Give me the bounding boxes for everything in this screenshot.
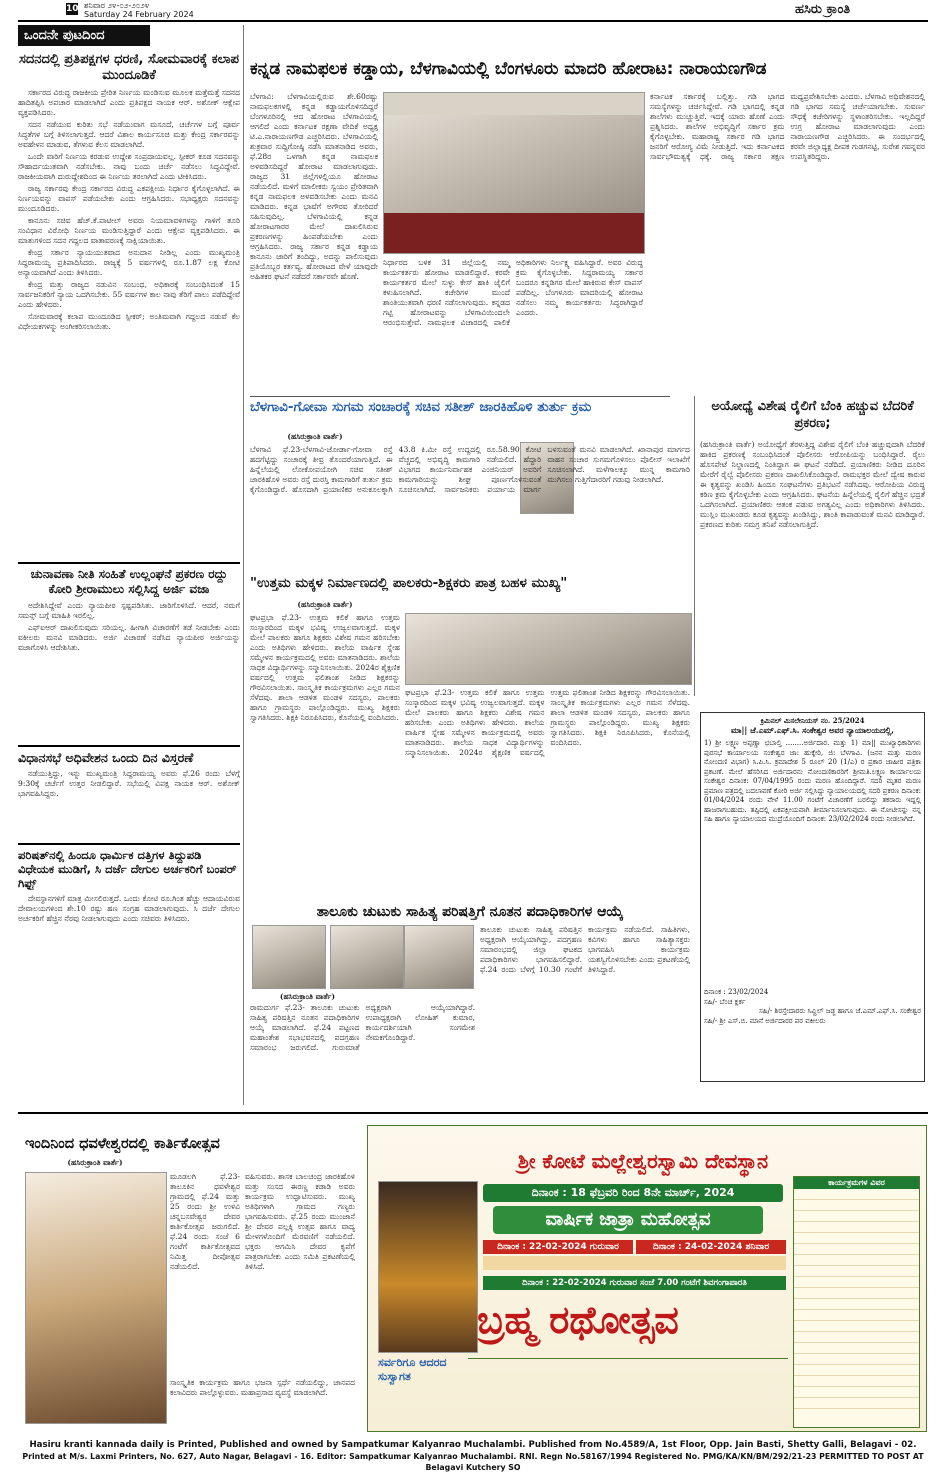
story-f-body3: ಸಾಂಸ್ಕೃತಿಕ ಕಾರ್ಯಕ್ರಮ ಹಾಗೂ ಭಜನಾ ಸ್ಪರ್ಧೆ ನಡೆಯಲಿದ್ದು, ಜಾನಪದ ಕಲಾವಿದರು ಪಾಲ್ಗೊಳ್ಳುವರು. ಮಹಾಪ್ರಸಾದ ವ್ಯವಸ್ಥೆ ಮಾಡಲಾಗಿದೆ. bbox=[170, 1378, 355, 1397]
ad-schedule-head: ಕಾರ್ಯಕ್ರಮಗಳ ವಿವರ bbox=[794, 1177, 919, 1189]
story2-para: ಅದೇಶಿಸಿದ್ದೇವೆ ಎಂದು ನ್ಯಾಯಪೀಠ ಸ್ಪಷ್ಟಪಡಿಸಿತು. ಜಾರಿಗೊಳಿಸಿದೆ. ಆದರೆ, ನಮಗೆ ಸಮನ್ಸ್ ಬಗ್ಗೆ ಮಾಹಿತಿ ಇರಲಿಲ್ಲ. bbox=[18, 601, 240, 620]
ad-schedule-lines bbox=[794, 1189, 919, 1419]
story-e-byline: (ಹಸಿರುಕ್ರಾಂತಿ ವಾರ್ತೆ) bbox=[279, 992, 336, 1001]
legal-notice bbox=[700, 712, 925, 1082]
ad-day1: ದಿನಾಂಕ : 22-02-2024 ಗುರುವಾರ bbox=[483, 1240, 633, 1254]
legal-date: ದಿನಾಂಕ : 23/02/2024 bbox=[704, 988, 769, 996]
legal-body: 1) ಶ್ರೀ ಲಕ್ಷ್ಮಣ ಅಪ್ಪಣ್ಣಾ ಛಬಾಲ್ತಿ ........ಅರ್ಜಿದಾರ. ಮತ್ತು 1) ಮಾ|| ಮುಖ್ಯಾಧಿಕಾರಿಗಳು ಪುರಸಭೆ ಕಾರ್ಯಾಲಯ ಸಂಕೇಶ್ವರ ಜಾ: ಹುಕ್ಕೇರಿ, ಜಿ: ಬೆಳಗಾವಿ. (ಜನನ ಮತ್ತು ಮರಣ ನೋಂದಣಿ ವಿಭಾಗ) ಸಿ.ಪಿ.ಸಿ. ಕ್ರಮಾದೇಶ 5 ರೂಲ್ 20 (1/ಎ) ರ ಪ್ರಕಾರ ಜಾಹೀರ ಪತ್ರಿಕಾ ಪ್ರಕಟಣೆ. ಮೇಲೆ ಹೆಸರಿಸಿದ ಅರ್ಜಿದಾರನು ನೋಂದಣಿಕಾರರಿಗೆ ಶ್ರೀಮತಿ.ಲಕ್ಷ್ಮಣ ಕಾರ್ಯಾಲಯ ಸಂಕೇಶ್ವರ ದಿನಾಂಕ: 07/04/1995 ರಂದು ಮರಣ ಹೊಂದಿದ್ದಾರೆ. ಸದರಿ ಮೃತರ ಮರಣ ಪ್ರಮಾಣ ಪತ್ರದಲ್ಲಿ ಬದಲಾವಣೆ ಕೋರಿ ಅರ್ಜಿ ಸಲ್ಲಿಸಿದ್ದು ನ್ಯಾಯಾಲಯದಲ್ಲಿ ಸದರಿ ಪ್ರಕರಣ ದಿನಾಂಕ: 01/04/2024 ರಂದು ವೇಳೆ 11.00 ಗಂಟೆಗೆ ವಿಚಾರಣೆಗೆ ಬರಲಿದ್ದು ತಕರಾರು ಇದ್ದಲ್ಲಿ ಹಾಜರಾಗಬಹುದು. ತಪ್ಪಿದಲ್ಲಿ ಏಕಪಕ್ಷೀಯವಾಗಿ ತೀರ್ಮಾನಿಸಲಾಗುವುದು. ಈ ನೋಟೀಸನ್ನು ನನ್ನ ಸಹಿ ಹಾಗೂ ನ್ಯಾಯಾಲಯದ ಮುದ್ರೆಯೊಂದಿಗೆ ದಿನಾಂಕ: 23/02/2024 ರಂದು ನೀಡಲಾಗಿದೆ. bbox=[704, 739, 921, 823]
lead-body-col3: ಕರ್ನಾಟಕ ಸರ್ಕಾರಕ್ಕೆ ಬಲ್ಲಿತ್ತು. ಗಡಿ ಭಾಗದ ಸಮಸ್ಯೆಗಳನ್ನು ಚರ್ಚಿಸಿದ್ದೇವೆ. ಗಡಿ ಭಾಗದಲ್ಲಿ ಕನ್ನಡ ಶಾಲೆಗಳು ಮುಚ್ಚುತ್ತಿವೆ. ಇದಕ್ಕೆ ಯಾರು ಹೊಣೆ ಎಂದು ಪ್ರಶ್ನಿಸಿದರು. ಶಾಲೆಗಳ ಅಭಿವೃದ್ಧಿಗೆ ಸರ್ಕಾರ ಕ್ರಮ ಕೈಗೊಳ್ಳಬೇಕು. ಮಹಾರಾಷ್ಟ್ರ ಸರ್ಕಾರ ಗಡಿ ಭಾಗದ ಜನರಿಗೆ ಆರೋಗ್ಯ ವಿಮೆ ನೀಡುತ್ತಿದೆ. ಇದು ಕರ್ನಾಟಕದ ಸಾರ್ವಭೌಮತ್ವಕ್ಕೆ ಧಕ್ಕೆ. ರಾಜ್ಯ ಸರ್ಕಾರ ತಕ್ಷಣ ಮಧ್ಯಪ್ರವೇಶಿಸಬೇಕು ಎಂದರು. ಬೆಳಗಾವಿ ಅಧಿವೇಶನದಲ್ಲಿ ಗಡಿ ಭಾಗದ ಸಮಸ್ಯೆ ಚರ್ಚೆಯಾಗಬೇಕು. ಸುವರ್ಣ ಸೌಧಕ್ಕೆ ಕಚೇರಿಗಳನ್ನು ಸ್ಥಳಾಂತರಿಸಬೇಕು. ಇಲ್ಲದಿದ್ದರೆ ಉಗ್ರ ಹೋರಾಟ ಮಾಡಲಾಗುವುದು ಎಂದು ನಾರಾಯಣಗೌಡ ಎಚ್ಚರಿಸಿದರು. ಈ ಸಂದರ್ಭದಲ್ಲಿ ಕರವೇ ಜಿಲ್ಲಾಧ್ಯಕ್ಷ ದೀಪಕ ಗುಡಗನಟ್ಟಿ, ಸುರೇಶ ಗವನ್ನವರ ಉಪಸ್ಥಿತರಿದ್ದರು. bbox=[650, 92, 925, 161]
story-d-body-cont bbox=[405, 688, 690, 808]
story3-headline: ವಿಧಾನಸಭೆ ಅಧಿವೇಶನ ಒಂದು ದಿನ ವಿಸ್ತರಣೆ bbox=[18, 745, 240, 765]
issue-date bbox=[84, 1, 194, 19]
story-c-headline: ಅಯೋಧ್ಯೆ ವಿಶೇಷ ರೈಲಿಗೆ ಬೆಂಕಿ ಹಚ್ಚುವ ಬೆದರಿಕೆ ಪ್ರಕರಣ; bbox=[711, 399, 914, 431]
bottom-rule bbox=[18, 1112, 928, 1114]
story-d-body: ಘಟಪ್ರಭಾ ಫೆ.23- ಉತ್ತಮ ಕಲಿಕೆ ಹಾಗೂ ಉತ್ತಮ ಸಂಸ್ಕಾರದಿಂದ ಮಕ್ಕಳ ಭವಿಷ್ಯ ಉಜ್ವಲವಾಗುತ್ತದೆ. ಮಕ್ಕಳ ಮೇಲೆ ಪಾಲಕರು ಹಾಗೂ ಶಿಕ್ಷಕರು ವಿಶೇಷ ಗಮನ ಹರಿಸಬೇಕು ಎಂದು ಅತಿಥಿಗಳು ಹೇಳಿದರು. ಶಾಲೆಯ ವಾರ್ಷಿಕ ಸ್ನೇಹ ಸಮ್ಮೇಳನ ಕಾರ್ಯಕ್ರಮದಲ್ಲಿ ಅವರು ಮಾತನಾಡಿದರು. ಶಾಲೆಯ ಸಾಧಕ ವಿದ್ಯಾರ್ಥಿಗಳನ್ನು ಸನ್ಮಾನಿಸಲಾಯಿತು. 2024ರ ಶೈಕ್ಷಣಿಕ ವರ್ಷದಲ್ಲಿ ಉತ್ತಮ ಫಲಿತಾಂಶ ನೀಡಿದ ಶಿಕ್ಷಕರನ್ನು ಗೌರವಿಸಲಾಯಿತು. ಸಾಂಸ್ಕೃತಿಕ ಕಾರ್ಯಕ್ರಮಗಳು ಎಲ್ಲರ ಗಮನ ಸೆಳೆದವು. ಶಾಲಾ ಆಡಳಿತ ಮಂಡಳಿ ಸದಸ್ಯರು, ಪಾಲಕರು ಹಾಗೂ ಗ್ರಾಮಸ್ಥರು ಪಾಲ್ಗೊಂಡಿದ್ದರು. ಮುಖ್ಯ ಶಿಕ್ಷಕರು ಸ್ವಾಗತಿಸಿದರು. ಶಿಕ್ಷಕಿ ನಿರೂಪಿಸಿದರು, ಕೊನೆಯಲ್ಲಿ ವಂದಿಸಿದರು. bbox=[250, 613, 400, 722]
lead-photo bbox=[383, 92, 645, 254]
imprint-footer bbox=[18, 1440, 928, 1473]
ad-day-details bbox=[483, 1256, 786, 1270]
story-f-body1: ಮೂಡಲಗಿ ಫೆ.23- ತಾಲೂಕಿನ ಧವಳೇಶ್ವರ ಗ್ರಾಮದಲ್ಲಿ ಫೆ.24 ಮತ್ತು 25 ರಂದು ಶ್ರೀ ಉಳವಿ ಚನ್ನಬಸವೇಶ್ವರ ದೇವರ ಕಾರ್ತಿಕೋತ್ಸವ ಜರುಗಲಿದೆ. ಫೆ.24 ರಂದು ಸಂಜೆ 6 ಗಂಟೆಗೆ ಕಾರ್ತಿಕೋತ್ಸವದ ನಿಮಿತ್ತ ದೀಪೋತ್ಸವ ನಡೆಯಲಿದೆ. bbox=[170, 1172, 240, 1271]
story1-body bbox=[18, 88, 240, 558]
imprint-line-2: Printed at M/s. Laxmi Printers, No. 627, Auto Nagar, Belagavi - 16. Editor: Sampatkumar Kalyanrao Muchalambi. RNI. Regn No.58167/1994 Registered No. PMG/KA/KN/BM/292/21-23 PERMITTED TO POST AT Belagavi Kutchery SO bbox=[22, 1452, 924, 1472]
ad-big-title: ಬ್ರಹ್ಮ ರಥೋತ್ಸವ bbox=[477, 1297, 679, 1342]
story-b-rule bbox=[250, 396, 670, 397]
temple-advertisement bbox=[367, 1125, 927, 1432]
legal-court: ಮಾ|| ಜೆ.ಎಮ್.ಎಫ್.ಸಿ. ಸಂಕೇಶ್ವರ ಅವರ ನ್ಯಾಯಾಲಯದಲ್ಲಿ, bbox=[731, 724, 894, 735]
ad-date-line: ದಿನಾಂಕ : 18 ಫೆಬ್ರವರಿ ರಿಂದ 8ನೇ ಮಾರ್ಚ್, 2024 bbox=[483, 1184, 783, 1202]
lead-photo-banner bbox=[384, 93, 644, 115]
ad-schedule bbox=[793, 1176, 920, 1428]
story-c-body: (ಹಸಿರುಕ್ರಾಂತಿ ವಾರ್ತೆ) ಅಯೋಧ್ಯೆಗೆ ತೆರಳುತ್ತಿದ್ದ ವಿಶೇಷ ರೈಲಿಗೆ ಬೆಂಕಿ ಹಚ್ಚುವುದಾಗಿ ಬೆದರಿಕೆ ಹಾಕಿದ ಪ್ರಕರಣಕ್ಕೆ ಸಂಬಂಧಿಸಿದಂತೆ ಪೊಲೀಸರು ಆರೋಪಿಯನ್ನು ಬಂಧಿಸಿದ್ದಾರೆ. ರೈಲು ಹೊಸಪೇಟೆ ನಿಲ್ದಾಣದಲ್ಲಿ ನಿಂತಿದ್ದಾಗ ಈ ಘಟನೆ ನಡೆದಿದೆ. ಪ್ರಯಾಣಿಕರು ನೀಡಿದ ದೂರಿನ ಮೇರೆಗೆ ರೈಲ್ವೆ ಪೊಲೀಸರು ಪ್ರಕರಣ ದಾಖಲಿಸಿಕೊಂಡಿದ್ದಾರೆ. ರಾಮಭಕ್ತರ ಮೇಲೆ ದ್ವೇಷ ಕಾರುವ ಈ ಕೃತ್ಯವನ್ನು ಖಂಡಿಸಿ ಹಿಂದೂ ಸಂಘಟನೆಗಳು ಪ್ರತಿಭಟನೆ ನಡೆಸಿದವು. ಆರೋಪಿಯ ವಿರುದ್ಧ ಕಠಿಣ ಕ್ರಮ ಕೈಗೊಳ್ಳಬೇಕು ಎಂದು ಆಗ್ರಹಿಸಿದರು. ಘಟನೆಯ ಹಿನ್ನೆಲೆಯಲ್ಲಿ ರೈಲಿಗೆ ಹೆಚ್ಚಿನ ಭದ್ರತೆ ಒದಗಿಸಲಾಗಿದೆ. ಪ್ರಯಾಣಿಕರು ಆತಂಕ ಪಡುವ ಅಗತ್ಯವಿಲ್ಲ ಎಂದು ಅಧಿಕಾರಿಗಳು ತಿಳಿಸಿದರು. ಮುಸ್ಲಿಂ ಮುಖಂಡರು ಕೂಡ ಕೃತ್ಯವನ್ನು ಖಂಡಿಸಿದ್ದು, ಶಾಂತಿ ಕಾಪಾಡುವಂತೆ ಮನವಿ ಮಾಡಿದ್ದಾರೆ. ಪ್ರಕರಣದ ಕುರಿತು ಸಮಗ್ರ ತನಿಖೆ ನಡೆಸಲಾಗುತ್ತಿದೆ. bbox=[700, 440, 925, 529]
person-photo-1 bbox=[252, 925, 326, 989]
story1-para: ರಾಜ್ಯ ಸರ್ಕಾರವು ಕೇಂದ್ರ ಸರ್ಕಾರದ ವಿರುದ್ಧ ಎಕಪಕ್ಷೀಯ ನಿರ್ಧಾರ ಕೈಗೊಳ್ಳಲಾಗಿದೆ. ಈ ನಿರ್ಣಯವನ್ನು ವಾಪಸ್ ಪಡೆಯಬೇಕು ಎಂದು ಆಗ್ರಹಿಸಿದರು. ಸಭಾಧ್ಯಕ್ಷರು ಸದನವನ್ನು ಮುಂದೂಡಿದರು. bbox=[18, 184, 240, 213]
section-label: ಒಂದನೇ ಪುಟದಿಂದ bbox=[18, 25, 150, 46]
story-d-photo bbox=[405, 613, 692, 685]
lead-headline: ಕನ್ನಡ ನಾಮಫಲಕ ಕಡ್ಡಾಯ, ಬೆಳಗಾವಿಯಲ್ಲಿ ಬೆಂಗಳೂರು ಮಾದರಿ ಹೋರಾಟ: ನಾರಾಯಣಗೌಡ bbox=[250, 59, 767, 79]
story1-para: ಕೇಂದ್ರ ಮತ್ತು ರಾಜ್ಯದ ನಡುವಿನ ಸಂಬಂಧ, ಅಧಿಕಾರಕ್ಕೆ ಸಂಬಂಧಿಸಿದಂತೆ 15 ಸಾರ್ವಜನಿಕರಿಗೆ ನ್ಯಾಯ ಒದಗಿಸಬೇಕು. 55 ವರ್ಷಗಳ ಕಾಲ ನಾವು ತೆರಿಗೆ ಪಾಲು ಪಡೆದಿದ್ದೇವೆ ಎಂದು ಹೇಳಿದರು. bbox=[18, 280, 240, 309]
ad-day2: ದಿನಾಂಕ : 24-02-2024 ಶನಿವಾರ bbox=[636, 1240, 786, 1254]
page-number: 10 bbox=[66, 4, 79, 14]
ad-day3: ದಿನಾಂಕ : 22-02-2024 ಗುರುವಾರ ಸಂಜೆ 7.00 ಗಂಟೆಗೆ ಶಿವಗಂಗಾಪಾರತಿ bbox=[483, 1276, 786, 1290]
issue-date-kannada: ಶನಿವಾರ ೨೪-೦೨-೨೦೨೪ bbox=[84, 1, 150, 10]
story1-para: ಸರ್ಕಾರದ ವಿರುದ್ಧ ರಾಜಕೀಯ ಪ್ರೇರಿತ ನಿರ್ಣಯ ಮಂಡಿಸುವ ಮೂಲಕ ಮತ್ತೆಮತ್ತೆ ಸದನದ ಹಾದಿತಪ್ಪಿಸಿ ಅಪಚಾರ ಮಾಡಲಾಗಿದೆ ಎಂದು ಪ್ರತಿಪಕ್ಷದ ನಾಯಕ ಆರ್. ಅಶೋಕ್ ಆಕ್ಷೇಪ ವ್ಯಕ್ತಪಡಿಸಿದರು. bbox=[18, 88, 240, 117]
story-d-headline: "ಉತ್ತಮ ಮಕ್ಕಳ ನಿರ್ಮಾಣದಲ್ಲಿ ಪಾಲಕರು-ಶಿಕ್ಷಕರು ಪಾತ್ರ ಬಹಳ ಮುಖ್ಯ" bbox=[250, 575, 568, 591]
person-photo-3 bbox=[404, 925, 474, 989]
story2-headline: ಚುನಾವಣಾ ನೀತಿ ಸಂಹಿತೆ ಉಲ್ಲಂಘನೆ ಪ್ರಕರಣ ರದ್ದು ಕೋರಿ ಶ್ರೀರಾಮುಲು ಸಲ್ಲಿಸಿದ್ದ ಅರ್ಜಿ ವಜಾ bbox=[18, 562, 240, 597]
story1-para: ಸದನ ನಡೆಯುವ ಕುರಿತು ಸಭೆ ನಡೆಯುವಾಗ ಮಸೂದೆ, ಚರ್ಚೆಗಳ ಬಗ್ಗೆ ಪೂರ್ವ ಸಿದ್ಧತೆಗಳ ಬಗ್ಗೆ ತಿಳಿಸಲಾಗುತ್ತದೆ. ಆದರೆ ವಿಶಾಲ ಕಾರ್ಯಸೂಚಿ ಮತ್ತು ಕೇಂದ್ರ ಸರ್ಕಾರವನ್ನು ಅವಹೇಳನ ಮಾಡುವ, ತೆಗಳುವ ಕೆಲಸ ಮಾಡಲಾಗಿದೆ. bbox=[18, 120, 240, 149]
ad-top-line: ಶ್ರೀ ಕೋಟೆ ಮಲ್ಲೇಶ್ವರಸ್ವಾಮಿ ದೇವಸ್ಥಾನ bbox=[517, 1149, 769, 1173]
lead-body-col1: ಬೆಳಗಾವಿ: ಬೆಳಗಾವಿಯಲ್ಲಿರುವ ಶೇ.60ರಷ್ಟು ನಾಮಫಲಕಗಳಲ್ಲಿ ಕನ್ನಡ ಕಡ್ಡಾಯಗೊಳಿಸದಿದ್ದರೆ ಬೆಂಗಳೂರಿನಲ್ಲಿ ಆದ ಹೋರಾಟ ಬೆಳಗಾವಿಯಲ್ಲಿ ಆಗಲಿದೆ ಎಂದು ಕರ್ನಾಟಕ ರಕ್ಷಣಾ ವೇದಿಕೆ ಅಧ್ಯಕ್ಷ ಟಿ.ಎ.ನಾರಾಯಣಗೌಡ ಎಚ್ಚರಿಸಿದರು. ಬೆಳಗಾವಿಯಲ್ಲಿ ಶುಕ್ರವಾರ ಸುದ್ದಿಗೋಷ್ಠಿ ನಡೆಸಿ ಮಾತನಾಡಿದ ಅವರು, ಫೆ.28ರ ಒಳಗಾಗಿ ಕನ್ನಡ ನಾಮಫಲಕ ಅಳವಡಿಸದಿದ್ದರೆ ಹೋರಾಟ ಮಾಡಲಾಗುವುದು. ರಾಜ್ಯದ 31 ಜಿಲ್ಲೆಗಳಲ್ಲಿಯೂ ಹೋರಾಟ ನಡೆಯಲಿದೆ. ಮಳಿಗೆ ಮಾಲೀಕರು ಸ್ವಯಂ ಪ್ರೇರಿತವಾಗಿ ಕನ್ನಡ ನಾಮಫಲಕ ಅಳವಡಿಸಬೇಕು ಎಂದು ಮನವಿ ಮಾಡಿದರು. ಕನ್ನಡ ಭಾಷೆಗೆ ಅಗೌರವ ತೋರಿದರೆ ಸಹಿಸುವುದಿಲ್ಲ. ಬೆಳಗಾವಿಯಲ್ಲಿ ಕನ್ನಡ ಹೋರಾಟಗಾರರ ಮೇಲೆ ದಾಖಲಿಸಿರುವ ಪ್ರಕರಣಗಳನ್ನು ಹಿಂಪಡೆಯಬೇಕು ಎಂದು ಆಗ್ರಹಿಸಿದರು. ರಾಜ್ಯ ಸರ್ಕಾರ ಕನ್ನಡ ಕಡ್ಡಾಯ ಕಾನೂನು ಜಾರಿಗೆ ತಂದಿದ್ದು, ಅದನ್ನು ಪಾಲಿಸುವುದು ಪ್ರತಿಯೊಬ್ಬರ ಕರ್ತವ್ಯ. ಹೋರಾಟದ ವೇಳೆ ಯಾವುದೇ ಅಹಿತಕರ ಘಟನೆ ನಡೆದರೆ ಸರ್ಕಾರವೇ ಹೊಣೆ. bbox=[250, 92, 378, 281]
story-d-body-cont-text: ಘಟಪ್ರಭಾ ಫೆ.23- ಉತ್ತಮ ಕಲಿಕೆ ಹಾಗೂ ಉತ್ತಮ ಸಂಸ್ಕಾರದಿಂದ ಮಕ್ಕಳ ಭವಿಷ್ಯ ಉಜ್ವಲವಾಗುತ್ತದೆ. ಮಕ್ಕಳ ಮೇಲೆ ಪಾಲಕರು ಹಾಗೂ ಶಿಕ್ಷಕರು ವಿಶೇಷ ಗಮನ ಹರಿಸಬೇಕು ಎಂದು ಅತಿಥಿಗಳು ಹೇಳಿದರು. ಶಾಲೆಯ ವಾರ್ಷಿಕ ಸ್ನೇಹ ಸಮ್ಮೇಳನ ಕಾರ್ಯಕ್ರಮದಲ್ಲಿ ಅವರು ಮಾತನಾಡಿದರು. ಶಾಲೆಯ ಸಾಧಕ ವಿದ್ಯಾರ್ಥಿಗಳನ್ನು ಸನ್ಮಾನಿಸಲಾಯಿತು. 2024ರ ಶೈಕ್ಷಣಿಕ ವರ್ಷದಲ್ಲಿ ಉತ್ತಮ ಫಲಿತಾಂಶ ನೀಡಿದ ಶಿಕ್ಷಕರನ್ನು ಗೌರವಿಸಲಾಯಿತು. ಸಾಂಸ್ಕೃತಿಕ ಕಾರ್ಯಕ್ರಮಗಳು ಎಲ್ಲರ ಗಮನ ಸೆಳೆದವು. ಶಾಲಾ ಆಡಳಿತ ಮಂಡಳಿ ಸದಸ್ಯರು, ಪಾಲಕರು ಹಾಗೂ ಗ್ರಾಮಸ್ಥರು ಪಾಲ್ಗೊಂಡಿದ್ದರು. ಮುಖ್ಯ ಶಿಕ್ಷಕರು ಸ್ವಾಗತಿಸಿದರು. ಶಿಕ್ಷಕಿ ನಿರೂಪಿಸಿದರು, ಕೊನೆಯಲ್ಲಿ ವಂದಿಸಿದರು. bbox=[405, 688, 690, 757]
story-f-photo bbox=[25, 1172, 167, 1424]
masthead: ಹಸಿರು ಕ್ರಾಂತಿ bbox=[795, 2, 851, 17]
story1-headline: ಸದನದಲ್ಲಿ ಪ್ರತಿಪಕ್ಷಗಳ ಧರಣಿ, ಸೋಮವಾರಕ್ಕೆ ಕಲಾಪ ಮುಂದೂಡಿಕೆ bbox=[19, 52, 239, 83]
left-column bbox=[18, 25, 240, 1093]
story4-para: ದೇವಸ್ಥಾನಗಳಿಗೆ ಮಾತ್ರ ಮೀಸಲಿರುತ್ತದೆ. ಒಂದು ಕೋಟಿ ರೂ.ಗಿಂತ ಹೆಚ್ಚು ಆದಾಯವಿರುವ ದೇವಾಲಯಗಳಿಂದ ಶೇ.10 ರಷ್ಟು ಹಣ ಸಂಗ್ರಹ ಮಾಡಲಾಗುವುದು. ಸಿ ದರ್ಜೆ ದೇಗುಲ ಅರ್ಚಕರಿಗೆ ಹೆಚ್ಚಿನ ನೆರವು ನೀಡಲಾಗುವುದು ಎಂದು ಸಚಿವರು ತಿಳಿಸಿದರು. bbox=[18, 894, 240, 923]
ad-sponsors bbox=[468, 1358, 788, 1419]
story-b-byline: (ಹಸಿರುಕ್ರಾಂತಿ ವಾರ್ತೆ) bbox=[287, 432, 343, 441]
story1-para: ಒಂದೇ ವಾರಿಗೆ ನಿರ್ಣಯ ಕರಡುವ ಉದ್ದೇಶ ಸಂಪ್ರದಾಯವಲ್ಲ. ಸ್ಪೀಕರ್ ಕೂಡ ಸದನವನ್ನು ಸೌಹಾರ್ದಯುತವಾಗಿ ನಡೆಸಬೇಕು. ನಾವು ಬಂದು ಚರ್ಚೆ ನಡೆಸಲು ಸಿದ್ಧವಿದ್ದೇವೆ. ರಾಜಕೀಯವಾಗಿ ದುರುದ್ದೇಶದಿಂದ ಈ ನಿರ್ಣಯ ತರಲಾಗಿದೆ ಎಂದು ಟೀಕಿಸಿದರು. bbox=[18, 152, 240, 181]
story-e-body2: ತಾಲೂಕು ಚುಟುಕು ಸಾಹಿತ್ಯ ಪರಿಷತ್ತಿನ ಅಧ್ಯಕ್ಷರಾಗಿ ಆಯ್ಕೆಯಾಗಿದ್ದು, ಪದಗ್ರಹಣ ಸಮಾರಂಭದಲ್ಲಿ ಜಿಲ್ಲಾ ಘಟಕದ ಪದಾಧಿಕಾರಿಗಳು ಭಾಗವಹಿಸಲಿದ್ದಾರೆ. ಫೆ.24 ರಂದು ಬೆಳಗ್ಗೆ 10.30 ಗಂಟೆಗೆ ಕಾರ್ಯಕ್ರಮ ನಡೆಯಲಿದೆ. ಸಾಹಿತಿಗಳು, ಕವಿಗಳು ಹಾಗೂ ಸಾಹಿತ್ಯಾಸಕ್ತರು ಭಾಗವಹಿಸಿ ಕಾರ್ಯಕ್ರಮ ಯಶಸ್ವಿಗೊಳಿಸಬೇಕು ಎಂದು ಪ್ರಕಟಣೆಯಲ್ಲಿ ತಿಳಿಸಿದ್ದಾರೆ. bbox=[480, 925, 690, 974]
lead-body-col2: ನಿರ್ಧಾರದ ಬಳಿಕ 31 ಜಿಲ್ಲೆಯಲ್ಲಿ ನಮ್ಮ ಕಾರ್ಯಕರ್ತರು ಹೋರಾಟ ಮಾಡಲಿದ್ದಾರೆ. ಕರವೇ ಕಾರ್ಯಕರ್ತರ ಮೇಲೆ ಸುಳ್ಳು ಕೇಸ್ ಹಾಕಿ ಜೈಲಿಗೆ ಕಳುಹಿಸಲಾಗಿದೆ. ಕಚೇರಿಗಳ ಮುಂದೆ ಶಾಂತಿಯುತವಾಗಿ ಧರಣಿ ನಡೆಸಲಾಗುವುದು. ಕನ್ನಡದ ಗಟ್ಟಿ ಹೋರಾಟವನ್ನು ಬೆಳಗಾವಿಯಿಂದಲೇ ಆರಂಭಿಸುತ್ತೇವೆ. ನಾಮಫಲಕ ವಿಚಾರದಲ್ಲಿ ಪಾಲಿಕೆ ಅಧಿಕಾರಿಗಳು ನಿರ್ಲಕ್ಷ್ಯ ವಹಿಸಿದ್ದಾರೆ. ಅವರ ವಿರುದ್ಧ ಕ್ರಮ ಕೈಗೊಳ್ಳಬೇಕು. ಸಿದ್ದರಾಮಯ್ಯ ಸರ್ಕಾರ ಬಂದರೂ ಕನ್ನಡಿಗರ ಮೇಲೆ ಹಾಕಿರುವ ಕೇಸ್ ವಾಪಸ್ ಪಡೆದಿಲ್ಲ. ಬೆಂಗಳೂರು ಮಾದರಿಯಲ್ಲಿ ಹೋರಾಟ ನಡೆಸಲು ನಮ್ಮ ಕಾರ್ಯಕರ್ತರು ಸಿದ್ಧರಾಗಿದ್ದಾರೆ ಎಂದರು. bbox=[383, 258, 643, 327]
story-e-headline: ತಾಲೂಕು ಚುಟುಕು ಸಾಹಿತ್ಯ ಪರಿಷತ್ತಿಗೆ ನೂತನ ಪದಾಧಿಕಾರಿಗಳ ಆಯ್ಕೆ bbox=[316, 904, 624, 920]
story-f-body2: ವಹಿಸುವರು. ಶಾಸಕ ಬಾಲಚಂದ್ರ ಜಾರಕಿಹೊಳಿ ಮತ್ತು ಸಂಸದ ಈರಣ್ಣ ಕಡಾಡಿ ಅವರು ಕಾರ್ಯಕ್ರಮ ಉದ್ಘಾಟಿಸುವರು. ಮುಖ್ಯ ಅತಿಥಿಗಳಾಗಿ ಗ್ರಾಮದ ಗಣ್ಯರು ಭಾಗವಹಿಸುವರು. ಫೆ.25 ರಂದು ಮುಂಜಾನೆ ಶ್ರೀ ದೇವರ ಪಲ್ಲಕ್ಕಿ ಉತ್ಸವ ಹಾಗೂ ವಾದ್ಯ ಮೇಳಗಳೊಂದಿಗೆ ಮೆರವಣಿಗೆ ನಡೆಯಲಿದೆ. ಭಕ್ತರು ಆಗಮಿಸಿ ದೇವರ ಕೃಪೆಗೆ ಪಾತ್ರರಾಗಬೇಕು ಎಂದು ಸಮಿತಿ ಪ್ರಕಟಣೆಯಲ್ಲಿ ತಿಳಿಸಿದೆ. bbox=[245, 1172, 355, 1271]
column-divider bbox=[243, 25, 244, 1105]
ad-event: ವಾರ್ಷಿಕ ಜಾತ್ರಾ ಮಹೋತ್ಸವ bbox=[493, 1206, 763, 1234]
story4-headline: ಪರಿಷತ್‌ನಲ್ಲಿ ಹಿಂದೂ ಧಾರ್ಮಿಕ ದತ್ತಿಗಳ ತಿದ್ದುಪಡಿ ವಿಧೇಯಕ ಮುಡಿಗೆ, ಸಿ ದರ್ಜೆ ದೇಗುಲ ಅರ್ಚಕರಿಗೆ ಬಂಪರ್ ಗಿಫ್ಟ್ bbox=[18, 843, 240, 890]
legal-sign-right: ಸಹಿ/- ಶಿರಸ್ತೇದಾರರು ಸಿವ್ಹಿಲ್ ಜಡ್ಜ ಹಾಗೂ ಜೆ.ಎಮ್.ಎಫ್.ಸಿ. ಸಂಕೇಶ್ವರ bbox=[759, 1007, 921, 1015]
story4-body bbox=[18, 894, 240, 1014]
story-d-byline: (ಹಸಿರುಕ್ರಾಂತಿ ವಾರ್ತೆ) bbox=[297, 600, 353, 609]
story3-para: ನಡೆಯುತ್ತಿದ್ದು, ಇನ್ನು ಮುಖ್ಯಮಂತ್ರಿ ಸಿದ್ದರಾಮಯ್ಯ ಅವರು ಫೆ.26 ರಂದು ಬೆಳಗ್ಗೆ 9:30ಕ್ಕೆ ಚರ್ಚೆಗೆ ಉತ್ತರ ನೀಡಲಿದ್ದಾರೆ. ಸಭೆಯಲ್ಲಿ ವಿಪಕ್ಷ ನಾಯಕ ಆರ್. ಅಶೋಕ್ ಭಾಗವಹಿಸಿದ್ದರು. bbox=[18, 769, 240, 798]
legal-sign-left: ಸಹಿ/- ಬೆಂಚ ಕ್ಲರ್ಕ bbox=[704, 997, 746, 1006]
story-f-headline: ಇಂದಿನಿಂದ ಧವಳೇಶ್ವರದಲ್ಲಿ ಕಾರ್ತಿಕೋತ್ಸವ bbox=[25, 1136, 220, 1152]
story1-para: ಸೋಮವಾರಕ್ಕೆ ಕಲಾಪ ಮುಂದೂಡಿದ ಸ್ಪೀಕರ್; ಅಂತಿಮವಾಗಿ ಗದ್ದಲದ ನಡುವೆ ಕೆಲ ವಿಧೇಯಕಗಳನ್ನು ಅಂಗೀಕರಿಸಲಾಯಿತು. bbox=[18, 312, 240, 331]
story-f-byline: (ಹಸಿರುಕ್ರಾಂತಿ ವಾರ್ತೆ) bbox=[67, 1158, 123, 1167]
story1-para: ಕಾನೂನು ಸಚಿವ ಹೆಚ್.ಕೆ.ಪಾಟೀಲ್ ಅವರು ನಿಯಮಾವಳಿಗಳನ್ನು ಗಾಳಿಗೆ ತೂರಿ ಸಂವಿಧಾನ ವಿರೋಧಿ ನಿರ್ಣಯ ಮಂಡಿಸುತ್ತಿದ್ದಾರೆ ಎಂದು ಆಕ್ಷೇಪ ವ್ಯಕ್ತಪಡಿಸಿದರು. ಈ ಮಾತುಗಳಿಂದ ಸದನ ಗದ್ದಲದ ವಾತಾವರಣಕ್ಕೆ ಸಾಕ್ಷಿಯಾಯಿತು. bbox=[18, 216, 240, 245]
person-photo-2 bbox=[330, 925, 404, 989]
registration-marks-top bbox=[230, 0, 710, 4]
story2-body bbox=[18, 601, 240, 741]
lead-photo-table bbox=[384, 213, 644, 253]
story-b-headline: ಬೆಳಗಾವಿ-ಗೋವಾ ಸುಗಮ ಸಂಚಾರಕ್ಕೆ ಸಚಿವ ಸತೀಶ್ ಜಾರಕಿಹೊಳಿ ತುರ್ತು ಕ್ರಮ bbox=[250, 399, 592, 415]
story-b-body: ಬೆಳಗಾವಿ ಫೆ.23-ಬೆಳಗಾವಿ-ಜೋರ್ಡಾ-ಗೋವಾ ರಸ್ತೆ ಹದಗೆಟ್ಟಿದ್ದು ಸಂಚಾರಕ್ಕೆ ತೀವ್ರ ತೊಂದರೆಯಾಗುತ್ತಿದೆ. ಈ ಹಿನ್ನೆಲೆಯಲ್ಲಿ ಲೋಕೋಪಯೋಗಿ ಸಚಿವ ಸತೀಶ್ ಜಾರಕಿಹೊಳಿ ಅವರು ರಸ್ತೆ ದುರಸ್ತಿ ಕಾಮಗಾರಿಗೆ ತುರ್ತು ಕ್ರಮ ಕೈಗೊಂಡಿದ್ದಾರೆ. ಹೊಸದಾಗಿ ಪ್ರಯಾಣಿಕರ ಅನುಕೂಲಕ್ಕಾಗಿ 43.8 ಕಿ.ಮೀ ರಸ್ತೆ ಉದ್ದದಲ್ಲಿ ರೂ.58.90 ಕೋಟಿ ವೆಚ್ಚದಲ್ಲಿ ಅಭಿವೃದ್ಧಿ ಕಾಮಗಾರಿ ನಡೆಯಲಿದೆ. ಹೆದ್ದಾರಿ ವಿಭಾಗದ ಕಾರ್ಯನಿರ್ವಾಹಕ ಎಂಜಿನಿಯರ್ ಅವರಿಗೆ ಕಾಮಗಾರಿಯನ್ನು ಶೀಘ್ರ ಪೂರ್ಣಗೊಳಿಸುವಂತೆ ಸೂಚಿಸಲಾಗಿದೆ. ಸಾರ್ವಜನಿಕರು ಪರ್ಯಾಯ ಮಾರ್ಗ ಬಳಸುವಂತೆ ಮನವಿ ಮಾಡಲಾಗಿದೆ. ಖಾನಾಪುರ ಮಾರ್ಗದ ವಾಹನ ಸಂಚಾರ ಸುಗಮಗೊಳಿಸಲು ಪೊಲೀಸ್ ಇಲಾಖೆಗೆ ಸೂಚಿಸಲಾಗಿದೆ. ಮಳೆಗಾಲಕ್ಕೂ ಮುನ್ನ ಕಾಮಗಾರಿ ಮುಗಿಸಲು ಗುತ್ತಿಗೆದಾರರಿಗೆ ಗಡುವು ನೀಡಲಾಗಿದೆ. bbox=[250, 445, 690, 494]
story-e-body1: ರಾಮದುರ್ಗ ಫೆ.23- ತಾಲೂಕು ಚುಟುಕು ಸಾಹಿತ್ಯ ಪರಿಷತ್ತಿನ ನೂತನ ಪದಾಧಿಕಾರಿಗಳ ಆಯ್ಕೆ ಮಾಡಲಾಗಿದೆ. ಫೆ.24 ಪಟ್ಟಣದ ಮಹಾಂತೇಶ ಸಭಾಭವನದಲ್ಲಿ ಪದಗ್ರಹಣ ಸಮಾರಂಭ ಜರುಗಲಿದೆ. ಗುರುಮಾತೆ ಅಧ್ಯಕ್ಷರಾಗಿ ಆಯ್ಕೆಯಾಗಿದ್ದಾರೆ. ಉಪಾಧ್ಯಕ್ಷರಾಗಿ ಲೋಹಿತ್ ಕುಮಾರ, ಕಾರ್ಯದರ್ಶಿಯಾಗಿ ಸಂಗಮೇಶ ನೇಮಕಗೊಂಡಿದ್ದಾರೆ. bbox=[250, 1003, 475, 1052]
imprint-line-1: Hasiru kranti kannada daily is Printed, Published and owned by Sampatkumar Kalyanrao Muchalambi. Published from No.4589/A, 1st Floor, Opp. Jain Basti, Shetty Galli, Belagavi - 02. bbox=[29, 1440, 917, 1450]
story-c-divider bbox=[694, 396, 695, 696]
legal-advocate: ಸಹಿ/- ಶ್ರೀ ಎಸ್.ಬಿ. ಮಾನೆ ಅರ್ಜಿದಾರರ ಪರ ವಕೀಲರು bbox=[704, 1016, 826, 1025]
story3-body bbox=[18, 769, 240, 839]
ad-welcome: ಸರ್ವರಿಗೂ ಆದರದ ಸುಸ್ವಾಗತ bbox=[378, 1356, 447, 1383]
story1-para: ಕೇಂದ್ರ ಸರ್ಕಾರ ನ್ಯಾಯಯುತವಾದ ಅನುದಾನ ನೀಡಿಲ್ಲ ಎಂದು ಮುಖ್ಯಮಂತ್ರಿ ಸಿದ್ದರಾಮಯ್ಯ ಪ್ರತಿಪಾದಿಸಿದರು. ರಾಜ್ಯಕ್ಕೆ 5 ವರ್ಷಗಳಲ್ಲಿ ರೂ.1.87 ಲಕ್ಷ ಕೋಟಿ ಅನ್ಯಾಯವಾಗಿದೆ ಎಂದು ತಿಳಿಸಿದರು. bbox=[18, 248, 240, 277]
story2-para: ಎಫ್‌ಐಆರ್ ದಾಖಲಿಸುವುದು ಸರಿಯಲ್ಲ. ಹೀಗಾಗಿ ವಿಚಾರಣೆಗೆ ತಡೆ ನೀಡಬೇಕು ಎಂದು ವಕೀಲರು ಮನವಿ ಮಾಡಿದರು. ಅರ್ಜಿ ವಿಚಾರಣೆ ನಡೆಸಿದ ನ್ಯಾಯಪೀಠ ಅರ್ಜಿಯನ್ನು ವಜಾಗೊಳಿಸಿ ಆದೇಶಿಸಿತು. bbox=[18, 623, 240, 652]
header-rule bbox=[18, 20, 928, 22]
legal-case-no: ಕ್ರಿಮಿನಲ್ ಮಿಸಲೇನಿಯಸ್ ನಂ. 25/2024 bbox=[760, 716, 865, 725]
issue-date-english: Saturday 24 February 2024 bbox=[84, 10, 194, 19]
